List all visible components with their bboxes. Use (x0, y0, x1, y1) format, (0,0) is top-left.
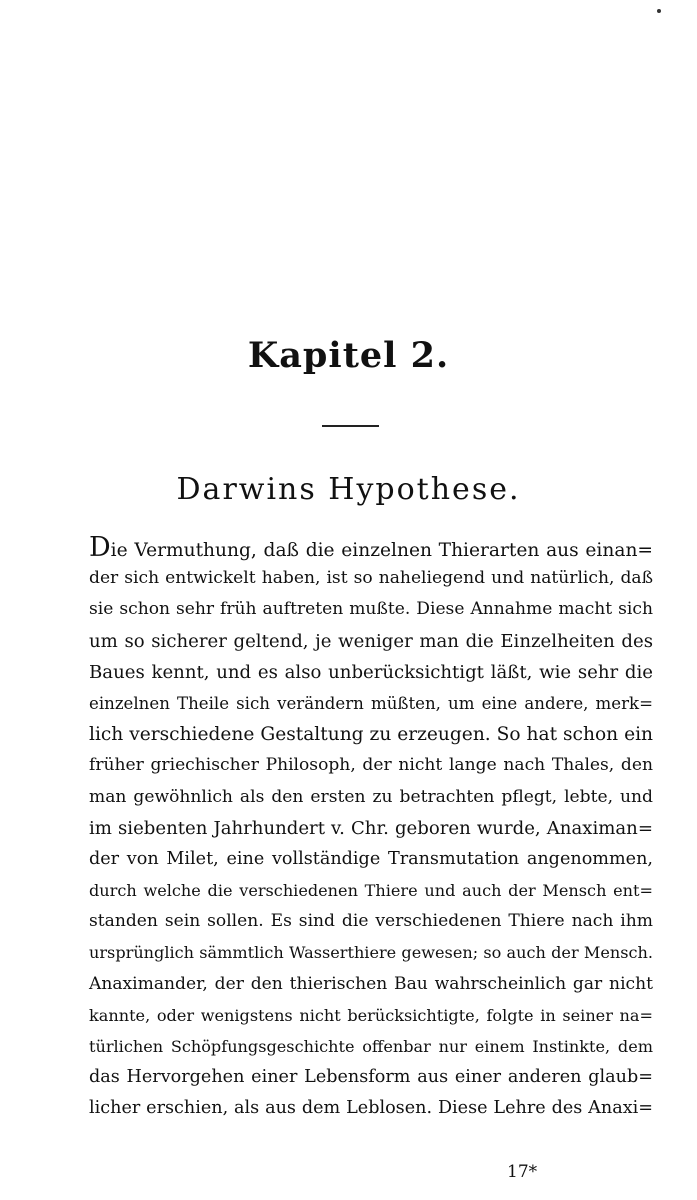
text-line: man gewöhnlich als den ersten zu betrachten pflegt, lebte, und (89, 786, 653, 807)
text-line: licher erschien, als aus dem Leblosen. Diese Lehre des Anaxi= (89, 1098, 653, 1119)
text-line: Baues kennt, und es also unberücksichtigt läßt, wie sehr die (89, 661, 653, 683)
text-line: durch welche die verschiedenen Thiere und auch der Mensch ent= (89, 881, 653, 901)
page-number: 17* (507, 1162, 538, 1182)
text-line: ursprünglich sämmtlich Wasserthiere gewesen; so auch der Mensch. (89, 943, 653, 963)
body-text (89, 532, 653, 1125)
text-line: sie schon sehr früh auftreten mußte. Diese Annahme macht sich (89, 599, 653, 620)
text-line: Die Vermuthung, daß die einzelnen Thierarten aus einan= (89, 532, 653, 563)
text-line: kannte, oder wenigstens nicht berücksichtigte, folgte in seiner na= (89, 1005, 653, 1025)
section-title: Darwins Hypothese. (176, 472, 521, 507)
text-line: früher griechischer Philosoph, der nicht lange nach Thales, den (89, 755, 653, 776)
text-line: lich verschiedene Gestaltung zu erzeugen. So hat schon ein (89, 724, 653, 746)
chapter-title: Kapitel 2. (247, 335, 450, 376)
text-line: standen sein sollen. Es sind die verschiedenen Thiere nach ihm (89, 911, 653, 932)
ink-speck (657, 9, 661, 13)
text-line: um so sicherer geltend, je weniger man die Einzelheiten des (89, 630, 653, 652)
text-line: der von Milet, eine vollständige Transmutation angenommen, (89, 848, 653, 869)
title-divider (322, 425, 379, 427)
text-line: einzelnen Theile sich verändern müßten, um eine andere, merk= (89, 693, 653, 713)
text-line: türlichen Schöpfungsgeschichte offenbar nur einem Instinkte, dem (89, 1037, 653, 1056)
text-line: das Hervorgehen einer Lebensform aus einer anderen glaub= (89, 1067, 653, 1088)
text-line: im siebenten Jahrhundert v. Chr. geboren wurde, Anaximan= (89, 817, 653, 839)
text-line: Anaximander, der den thierischen Bau wahrscheinlich gar nicht (89, 973, 653, 994)
text-line: der sich entwickelt haben, ist so naheliegend und natürlich, daß (89, 568, 653, 589)
